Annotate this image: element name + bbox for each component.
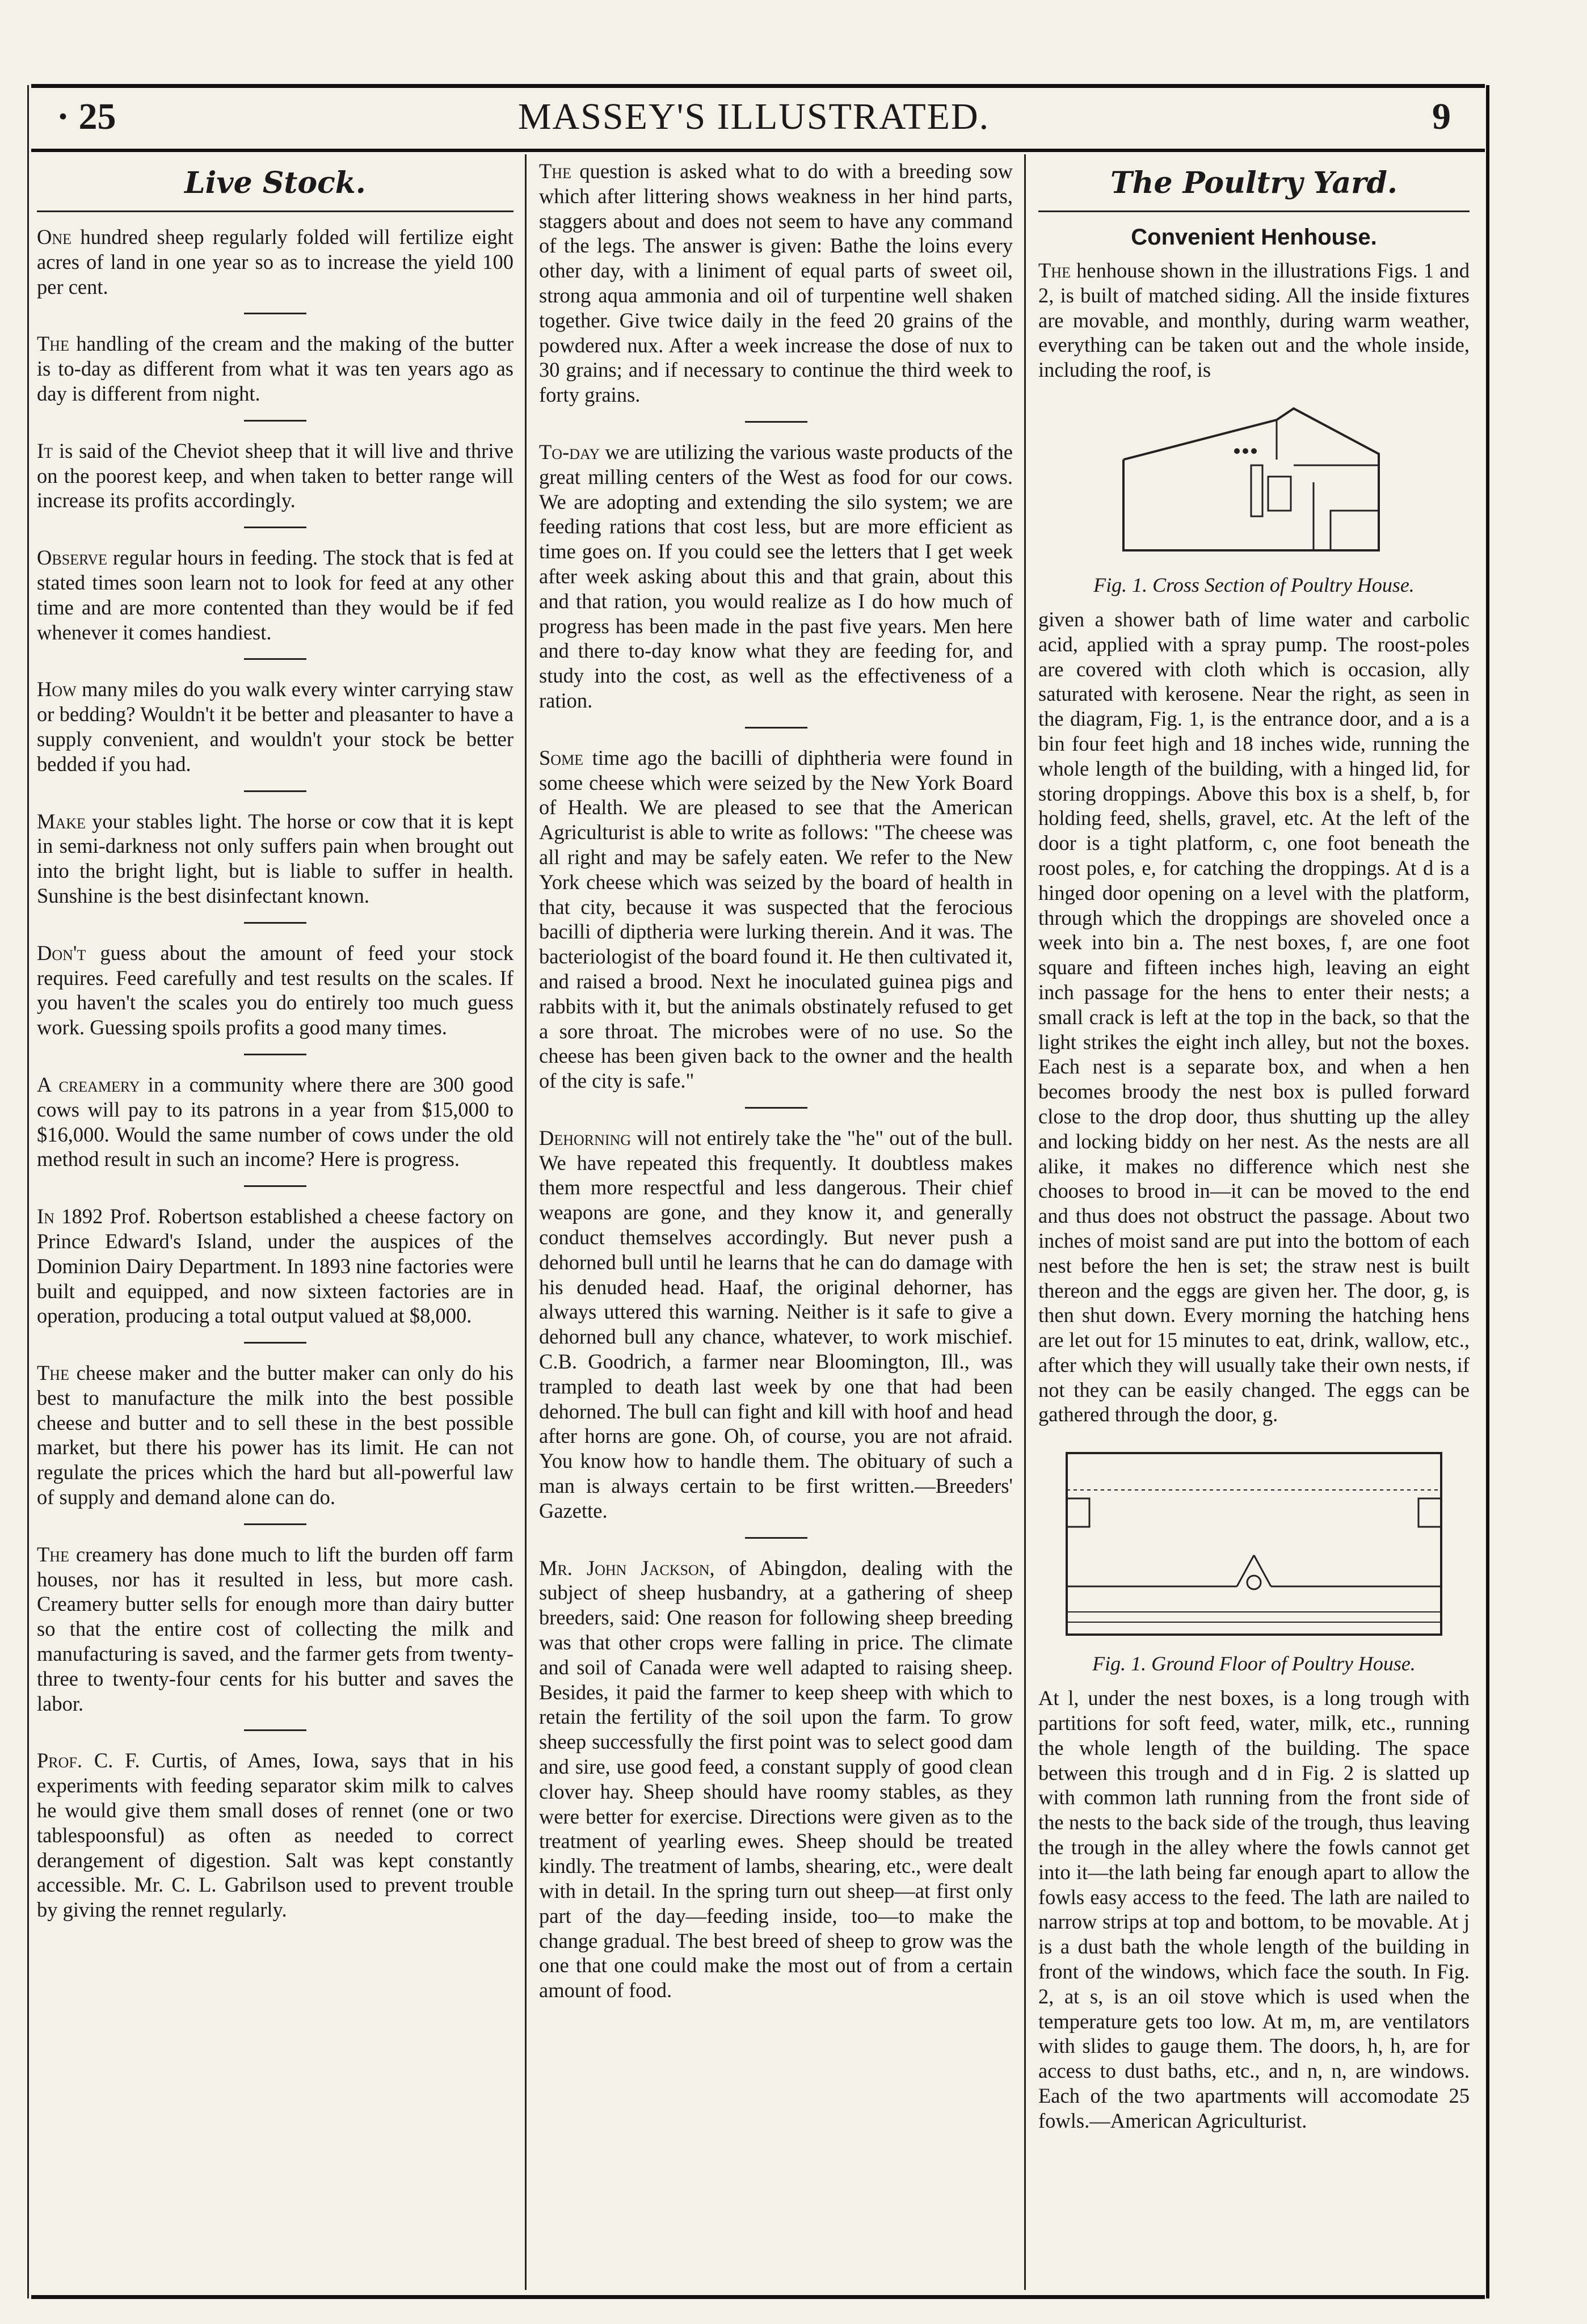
item-divider bbox=[244, 420, 306, 422]
paragraph-text: C. F. Curtis, of Ames, Iowa, says that in his experiments with feeding separator skim milk to calves he would give them small doses of rennet (one or two tablespoonsful) as often as needed to correct derangement of digestion. Salt was kept constantly accessible. Mr. C. L. Gabrilson used to prevent trouble by giving the rennet regularly. bbox=[37, 1749, 513, 1922]
lead-word: Mr. John Jackson, bbox=[539, 1556, 715, 1580]
lead-word: Prof. bbox=[37, 1749, 83, 1773]
column-separator bbox=[1024, 154, 1026, 2290]
paragraph-text: in a community where there are 300 good cows will pay to its patrons in a year from $15,000 to $16,000. Would the same number of cows under the old method result in such an income? Here is progress. bbox=[37, 1072, 513, 1171]
article-paragraph bbox=[37, 545, 513, 645]
lead-word: Some bbox=[539, 746, 584, 769]
paragraph-text: your stables light. The horse or cow that it is kept in semi-darkness not only suffers pain when brought out into the bright light, but is liable to suffer in health. Sunshine is the best disinfectant known. bbox=[37, 809, 513, 907]
section-rule bbox=[1038, 210, 1470, 212]
lead-word: In bbox=[37, 1205, 54, 1228]
paragraph-text: cheese maker and the butter maker can only do his best to manufacture the milk into the best possible cheese and butter and to sell these in the best possible market, but there his power has its limit. He can not regulate the prices which the hard but all-powerful law of supply and demand alone can do. bbox=[37, 1361, 513, 1509]
issue-number: · 25 bbox=[57, 96, 116, 137]
lead-word: It bbox=[37, 439, 53, 462]
paragraph-text: will not entirely take the "he" out of the bull. We have repeated this frequently. It doubtless makes them more respectful and less dangerous. Their chief weapons are gone, and they know it, and generally conduct themselves accordingly. But never push a dehorned bull until he learns that he can do damage with his denuded head. Haaf, the original dehorner, has always uttered this warning. Neither is it safe to give a dehorned bull any chance, whatever, to work mischief. C.B. Goodrich, a farmer near Bloomington, Ill., was trampled to death last week by one that had been dehorned. The bull can fight and kill with hoof and head after horns are gone. Oh, of course, you are not afraid. You know how to handle them. The obituary of such a man is always certain to be first written.—Breeders' Gazette. bbox=[539, 1126, 1013, 1522]
paragraph-text: many miles do you walk every winter carrying staw or bedding? Wouldn't it be better and pleasanter to have a supply convenient, and wouldn't your stock be better bedded if you had. bbox=[37, 677, 513, 776]
item-divider bbox=[745, 1107, 807, 1109]
masthead-title: MASSEY'S ILLUSTRATED. bbox=[517, 96, 990, 137]
lead-word: The bbox=[37, 332, 69, 356]
paragraph-text: henhouse shown in the illustrations Figs. 1 and 2, is built of matched siding. All the inside fixtures are movable, and monthly, during warm weather, everything can be taken out and the whole inside, including the roof, is bbox=[1038, 259, 1470, 382]
lead-word: Don't bbox=[37, 941, 86, 965]
article-paragraph bbox=[37, 439, 513, 513]
column-live-stock bbox=[37, 159, 513, 2290]
section-rule bbox=[37, 210, 513, 212]
article-title: Convenient Henhouse. bbox=[1131, 225, 1377, 250]
item-divider bbox=[244, 527, 306, 528]
lead-word: The bbox=[37, 1542, 69, 1566]
cross-section-diagram bbox=[1106, 397, 1401, 567]
article-paragraph bbox=[539, 1126, 1013, 1523]
paragraph-text: 1892 Prof. Robertson established a cheese factory on Prince Edward's Island, under the auspices of the Dominion Dairy Department. In 1893 nine factories were built and equipped, and now sixteen factories are in operation, producing a total output valued at $8,000. bbox=[37, 1205, 513, 1328]
item-divider bbox=[745, 1537, 807, 1539]
ground-floor-diagram bbox=[1055, 1442, 1453, 1646]
lead-word: One bbox=[37, 225, 72, 249]
column-middle bbox=[539, 159, 1013, 2290]
figure-caption: Fig. 1. Cross Section of Poultry House. bbox=[1093, 573, 1415, 596]
article-paragraph bbox=[37, 809, 513, 908]
page-number: 9 bbox=[1432, 96, 1451, 137]
article-paragraph bbox=[37, 1542, 513, 1716]
lead-word: The bbox=[1038, 259, 1071, 282]
article-paragraph bbox=[539, 440, 1013, 713]
article-paragraph bbox=[37, 1748, 513, 1922]
section-heading-live-stock: Live Stock. bbox=[184, 166, 366, 200]
lead-word: A creamery bbox=[37, 1072, 140, 1096]
lead-word: The bbox=[539, 159, 571, 183]
page-edge-right bbox=[1486, 85, 1489, 2298]
page-edge-left bbox=[27, 85, 29, 2298]
header-rule bbox=[31, 149, 1485, 152]
column-poultry-yard bbox=[1038, 159, 1470, 2290]
paragraph-text: of Abingdon, dealing with the subject of sheep husbandry, at a gathering of sheep breeders, said: One reason for following sheep breeding was that other crops were falling in price. The climate and soil of Canada were well adapted to raising sheep. Besides, it paid the farmer to keep sheep with which to retain the fertility of the soil upon the farm. To grow sheep successfully the first point was to select good dam and sire, use good feed, a constant supply of good clean clover hay. Sheep should have roomy stables, as they were better for exercise. Directions were given as to the treatment of yearling ewes. Sheep should be treated kindly. The treatment of lambs, shearing, etc., were dealt with in detail. In the spring turn out sheep—at first only part of the day—feeding inside, too—to make the change gradual. The best breed of sheep to grow was the one that one could make the most out of from a certain amount of food. bbox=[539, 1556, 1013, 2002]
bottom-rule bbox=[31, 2295, 1485, 2299]
lead-word: Observe bbox=[37, 546, 107, 570]
item-divider bbox=[745, 727, 807, 729]
article-paragraph bbox=[37, 677, 513, 776]
lead-word: Make bbox=[37, 809, 86, 833]
article-paragraph bbox=[37, 1072, 513, 1172]
article-paragraph bbox=[539, 159, 1013, 407]
section-heading-poultry-yard: The Poultry Yard. bbox=[1110, 166, 1397, 200]
item-divider bbox=[745, 421, 807, 423]
figure-caption: Fig. 1. Ground Floor of Poultry House. bbox=[1092, 1652, 1416, 1675]
item-divider bbox=[244, 1185, 306, 1187]
paragraph-text: regular hours in feeding. The stock that is fed at stated times soon learn not to look for feed at any other time and are more contented than they would be if fed whenever it comes handiest. bbox=[37, 546, 513, 644]
item-divider bbox=[244, 790, 306, 792]
item-divider bbox=[244, 1054, 306, 1055]
paragraph-text: creamery has done much to lift the burden off farm houses, nor has it resulted in less, but more cash. Creamery butter sells for enough more than dairy butter so that the entire cost of collecting the milk and manufacturing is saved, and the farmer gets from twenty-three to twenty-four cents for his butter and saves the labor. bbox=[37, 1542, 513, 1715]
item-divider bbox=[244, 658, 306, 660]
lead-word: Dehorning bbox=[539, 1126, 632, 1150]
article-paragraph bbox=[539, 1556, 1013, 2003]
article-paragraph bbox=[37, 225, 513, 299]
page-header bbox=[45, 95, 1462, 144]
paragraph-text: is said of the Cheviot sheep that it will live and thrive on the poorest keep, and when taken to better range will increase its profits accordingly. bbox=[37, 439, 513, 512]
article-paragraph bbox=[37, 1204, 513, 1328]
article-paragraph bbox=[1038, 258, 1470, 382]
lead-word: The bbox=[37, 1361, 69, 1385]
article-list bbox=[539, 159, 1013, 2003]
lead-word: How bbox=[37, 677, 77, 701]
paragraph-text: handling of the cream and the making of the butter is to-day as different from what it was ten years ago as day is different from night. bbox=[37, 332, 513, 405]
item-divider bbox=[244, 922, 306, 924]
item-divider bbox=[244, 313, 306, 314]
top-rule bbox=[31, 84, 1485, 88]
paragraph-text: time ago the bacilli of diphtheria were found in some cheese which were seized by the New York Board of Health. We are pleased to see that the American Agriculturist is able to write as follows: "The cheese was all right and may be safely eaten. We refer to the New York cheese which was seized by the board of health in that city, because it was suspected that the ferocious bacilli of diptheria were lurking therein. And it was. The bacteriologist of the board found it. He then cultivated it, and raised a brood. Next he inoculated guinea pigs and rabbits with it, but the animals obstinately refused to get a sore throat. The microbes were of no use. So the cheese has been given back to the owner and the health of the city is safe." bbox=[539, 746, 1013, 1093]
paragraph-text: guess about the amount of feed your stock requires. Feed carefully and test results on the scales. If you haven't the scales you do entirely too much guess work. Guessing spoils profits a good many times. bbox=[37, 941, 513, 1039]
article-list bbox=[37, 225, 513, 1922]
item-divider bbox=[244, 1342, 306, 1344]
paragraph-text: hundred sheep regularly folded will fertilize eight acres of land in one year so as to increase the yield 100 per cent. bbox=[37, 225, 513, 298]
column-separator bbox=[525, 154, 527, 2290]
article-paragraph bbox=[37, 1361, 513, 1510]
article-paragraph bbox=[37, 331, 513, 406]
item-divider bbox=[244, 1729, 306, 1731]
article-paragraph: At l, under the nest boxes, is a long trough with partitions for soft feed, water, milk, etc., running the whole length of the building. The space between this trough and d in Fig. 2 is slatted up with common lath running from the front side of the nests to the back side of the trough, thus leaving the trough in the alley where the fowls cannot get into it—the lath being far enough apart to allow the fowls easy access to the feed. The lath are nailed to narrow strips at top and bottom, to be movable. At j is a dust bath the whole length of the building in front of the windows, which face the south. In Fig. 2, at s, is an oil stove which is used when the temperature gets too low. At m, m, are ventilators with slides to gauge them. The doors, h, h, are for access to dust baths, etc., and n, n, are windows. Each of the two apartments will accomodate 25 fowls.—American Agriculturist. bbox=[1038, 1686, 1470, 2132]
paragraph-text: we are utilizing the various waste products of the great milling centers of the West as food for our cows. We are adopting and extending the silo system; we are feeding rations that cost less, but are more efficient as time goes on. If you could see the letters that I get week after week asking about this and that grain, about this and that ration, you would realize as I do how much of progress has been made in the past five years. Men here and there to-day know what they are feeding for, and study into the cost, as well as the effectiveness of a ration. bbox=[539, 440, 1013, 712]
paragraph-text: question is asked what to do with a breeding sow which after littering shows weakness in her hind parts, staggers about and does not seem to have any command of the legs. The answer is given: Bathe the loins every other day, with a liniment of equal parts of sweet oil, strong aqua ammonia and oil of turpentine well shaken together. Give twice daily in the feed 20 grains of the powdered nux. After a week increase the dose of nux to 30 grains; and if necessary to continue the third week to forty grains. bbox=[539, 159, 1013, 407]
article-paragraph: given a shower bath of lime water and carbolic acid, applied with a spray pump. The roost-poles are covered with cloth which is occasion, ally saturated with kerosene. Near the right, as seen in the diagram, Fig. 1, is the entrance door, and a is a bin four feet high and 18 inches wide, running the whole length of the building, with a hinged lid, for storing droppings. Above this box is a shelf, b, for holding feed, shells, gravel, etc. At the left of the door is a tight platform, c, one foot beneath the roost poles, e, for catching the droppings. At d is a hinged door opening on a level with the platform, through which the droppings are shoveled once a week into bin a. The nest boxes, f, are one foot square and fifteen inches high, leaving an eight inch passage for the hens to enter their nests; a small crack is left at the top in the back, so that the light strikes the eight inch alley, but not the boxes. Each nest is a separate box, and when a hen becomes broody the nest box is pulled forward close to the drop door, thus shutting up the alley and locking biddy on her nest. As the nests are all alike, it makes no difference which nest she chooses to brood in—it can be moved to the end and thus does not obstruct the passage. About two inches of moist sand are put into the bottom of each nest before the hen is set; the straw nest is built thereon and the eggs are given her. The door, g, is then shut down. Every morning the hatching hens are let out for 15 minutes to eat, drink, wallow, etc., after which they will usually take their own nests, if not they can be easily changed. The eggs can be gathered through the door, g. bbox=[1038, 607, 1470, 1426]
lead-word: To-day bbox=[539, 440, 600, 464]
item-divider bbox=[244, 1523, 306, 1525]
article-paragraph bbox=[539, 746, 1013, 1093]
article-paragraph bbox=[37, 941, 513, 1040]
